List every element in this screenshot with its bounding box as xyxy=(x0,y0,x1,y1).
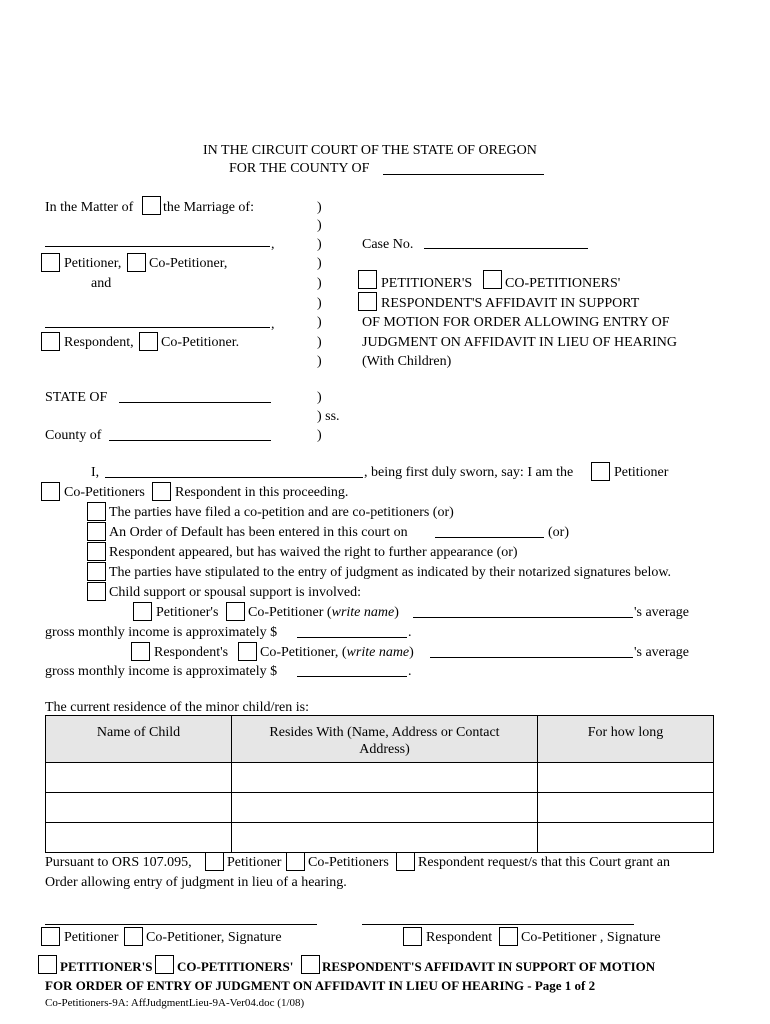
pet-copet-income-label: Co-Petitioner (write name) xyxy=(248,605,399,620)
ss-label: ) ss. xyxy=(317,409,340,424)
table-cell[interactable] xyxy=(232,793,538,823)
paren: ) xyxy=(317,354,322,369)
opt2-or: (or) xyxy=(548,525,569,540)
respondent-label: Respondent, xyxy=(64,335,134,350)
table-cell[interactable] xyxy=(46,823,232,853)
table-cell[interactable] xyxy=(538,823,714,853)
title-copetitioners-checkbox[interactable] xyxy=(483,270,502,289)
footer-title-a: PETITIONER'S xyxy=(60,959,153,974)
paren: ) xyxy=(317,390,322,405)
pet-name-blank[interactable] xyxy=(413,617,633,618)
title-line5: (With Children) xyxy=(362,354,452,369)
and-label: and xyxy=(91,276,112,291)
opt3-label: Respondent appeared, but has waived the right to further appearance (or) xyxy=(109,545,518,560)
opt2-checkbox[interactable] xyxy=(87,522,106,541)
request-respondent-label: Respondent request/s that this Court grant an xyxy=(418,855,670,870)
opt2-label: An Order of Default has been entered in this court on xyxy=(109,525,408,540)
table-cell[interactable] xyxy=(538,793,714,823)
right-signature-line[interactable] xyxy=(362,924,634,925)
copetitioner-label: Co-Petitioner, xyxy=(149,256,228,271)
affiant-name-blank[interactable] xyxy=(105,477,363,478)
iam-respondent-label: Respondent in this proceeding. xyxy=(175,485,349,500)
paren: ) xyxy=(317,296,322,311)
request-petitioner-label: Petitioner xyxy=(227,855,282,870)
petitioner-name-blank[interactable] xyxy=(45,246,270,247)
table-cell[interactable] xyxy=(232,763,538,793)
resp-income-checkbox[interactable] xyxy=(131,642,150,661)
court-title: IN THE CIRCUIT COURT OF THE STATE OF OREGON xyxy=(203,143,537,158)
resp-name-blank[interactable] xyxy=(430,657,633,658)
paren: ) xyxy=(317,200,322,215)
paren: ) xyxy=(317,218,322,233)
period: . xyxy=(408,664,412,679)
request-line2: Order allowing entry of judgment in lieu of a hearing. xyxy=(45,875,347,890)
opt1-label: The parties have filed a co-petition and are co-petitioners (or) xyxy=(109,505,454,520)
table-cell[interactable] xyxy=(538,763,714,793)
footer-title-line2: FOR ORDER OF ENTRY OF JUDGMENT ON AFFIDAVIT IN LIEU OF HEARING - Page 1 of 2 xyxy=(45,978,596,993)
request-copetitioners-label: Co-Petitioners xyxy=(308,855,389,870)
sig-copetitioner-label-2: Co-Petitioner , Signature xyxy=(521,930,661,945)
resp-copet-income-checkbox[interactable] xyxy=(238,642,257,661)
col-name-of-child: Name of Child xyxy=(46,716,232,763)
opt5-checkbox[interactable] xyxy=(87,582,106,601)
table-cell[interactable] xyxy=(46,793,232,823)
footer-title-c: RESPONDENT'S AFFIDAVIT IN SUPPORT OF MOTION xyxy=(322,959,656,974)
pet-copet-income-checkbox[interactable] xyxy=(226,602,245,621)
pet-income-checkbox[interactable] xyxy=(133,602,152,621)
iam-copetitioners-label: Co-Petitioners xyxy=(64,485,145,500)
period: . xyxy=(408,625,412,640)
title-line4: JUDGMENT ON AFFIDAVIT IN LIEU OF HEARING xyxy=(362,335,678,350)
footer-respondent-checkbox[interactable] xyxy=(301,955,320,974)
footer-file-ref: Co-Petitioners-9A: AffJudgmentLieu-9A-Ver04.doc (1/08) xyxy=(45,997,305,1009)
state-label: STATE OF xyxy=(45,390,108,405)
resp-income-blank[interactable] xyxy=(297,676,407,677)
gross-income-label-2: gross monthly income is approximately $ xyxy=(45,664,278,679)
paren: ) xyxy=(317,276,322,291)
case-no-label: Case No. xyxy=(362,237,414,252)
paren: ) xyxy=(317,256,322,271)
county-name-blank[interactable] xyxy=(383,174,544,175)
col-resides-with: Resides With (Name, Address or Contact Address) xyxy=(232,716,538,763)
table-cell[interactable] xyxy=(232,823,538,853)
col-how-long: For how long xyxy=(538,716,714,763)
respondent-checkbox[interactable] xyxy=(41,332,60,351)
sig-petitioner-label: Petitioner xyxy=(64,930,119,945)
copetitioner-label-2: Co-Petitioner. xyxy=(161,335,240,350)
iam-copetitioners-checkbox[interactable] xyxy=(41,482,60,501)
title-line3: OF MOTION FOR ORDER ALLOWING ENTRY OF xyxy=(362,315,670,330)
avg-label: 's average xyxy=(634,605,689,620)
petitioner-label: Petitioner, xyxy=(64,256,122,271)
resp-copet-income-label: Co-Petitioner, (write name) xyxy=(260,645,414,660)
request-respondent-checkbox[interactable] xyxy=(396,852,415,871)
matter-suffix: the Marriage of: xyxy=(163,200,254,215)
opt5-label: Child support or spousal support is involved: xyxy=(109,585,361,600)
opt4-checkbox[interactable] xyxy=(87,562,106,581)
sig-copetitioner-checkbox[interactable] xyxy=(124,927,143,946)
copetitioner-checkbox-2[interactable] xyxy=(139,332,158,351)
title-respondent-checkbox[interactable] xyxy=(358,292,377,311)
sig-respondent-label: Respondent xyxy=(426,930,493,945)
sig-copetitioner-checkbox-2[interactable] xyxy=(499,927,518,946)
residence-intro: The current residence of the minor child/ren is: xyxy=(45,700,309,715)
table-cell[interactable] xyxy=(46,763,232,793)
i-label: I, xyxy=(91,465,100,480)
case-no-blank[interactable] xyxy=(424,248,588,249)
left-signature-line[interactable] xyxy=(45,924,317,925)
title-copetitioners: CO-PETITIONERS' xyxy=(505,276,621,291)
paren: ) xyxy=(317,428,322,443)
request-ors: Pursuant to ORS 107.095, xyxy=(45,855,192,870)
pet-income-blank[interactable] xyxy=(297,637,407,638)
opt1-checkbox[interactable] xyxy=(87,502,106,521)
footer-copetitioners-checkbox[interactable] xyxy=(155,955,174,974)
gross-income-label: gross monthly income is approximately $ xyxy=(45,625,278,640)
respondent-name-blank[interactable] xyxy=(45,327,270,328)
paren: ) xyxy=(317,315,322,330)
title-petitioners: PETITIONER'S xyxy=(381,276,473,291)
title-petitioner-checkbox[interactable] xyxy=(358,270,377,289)
county-title: FOR THE COUNTY OF xyxy=(229,161,370,176)
pet-income-label: Petitioner's xyxy=(156,605,219,620)
iam-petitioner-label: Petitioner xyxy=(614,465,669,480)
county-blank[interactable] xyxy=(109,440,271,441)
iam-petitioner-checkbox[interactable] xyxy=(591,462,610,481)
matter-checkbox[interactable] xyxy=(142,196,161,215)
avg-label-2: 's average xyxy=(634,645,689,660)
request-copetitioners-checkbox[interactable] xyxy=(286,852,305,871)
opt3-checkbox[interactable] xyxy=(87,542,106,561)
footer-title-b: CO-PETITIONERS' xyxy=(177,959,294,974)
residence-table xyxy=(45,715,714,853)
state-blank[interactable] xyxy=(119,402,271,403)
paren: ) xyxy=(317,335,322,350)
matter-prefix: In the Matter of xyxy=(45,200,134,215)
resp-income-label: Respondent's xyxy=(154,645,229,660)
footer-petitioner-checkbox[interactable] xyxy=(38,955,57,974)
title-respondents: RESPONDENT'S AFFIDAVIT IN SUPPORT xyxy=(381,296,640,311)
paren: ) xyxy=(317,237,322,252)
opt4-label: The parties have stipulated to the entry of judgment as indicated by their notarized signatures below. xyxy=(109,565,672,580)
sig-respondent-checkbox[interactable] xyxy=(403,927,422,946)
county-label: County of xyxy=(45,428,102,443)
sworn-text: , being first duly sworn, say: I am the xyxy=(364,465,574,480)
request-petitioner-checkbox[interactable] xyxy=(205,852,224,871)
iam-respondent-checkbox[interactable] xyxy=(152,482,171,501)
default-date-blank[interactable] xyxy=(435,537,544,538)
sig-copetitioner-label: Co-Petitioner, Signature xyxy=(146,930,282,945)
petitioner-checkbox[interactable] xyxy=(41,253,60,272)
sig-petitioner-checkbox[interactable] xyxy=(41,927,60,946)
copetitioner-checkbox[interactable] xyxy=(127,253,146,272)
